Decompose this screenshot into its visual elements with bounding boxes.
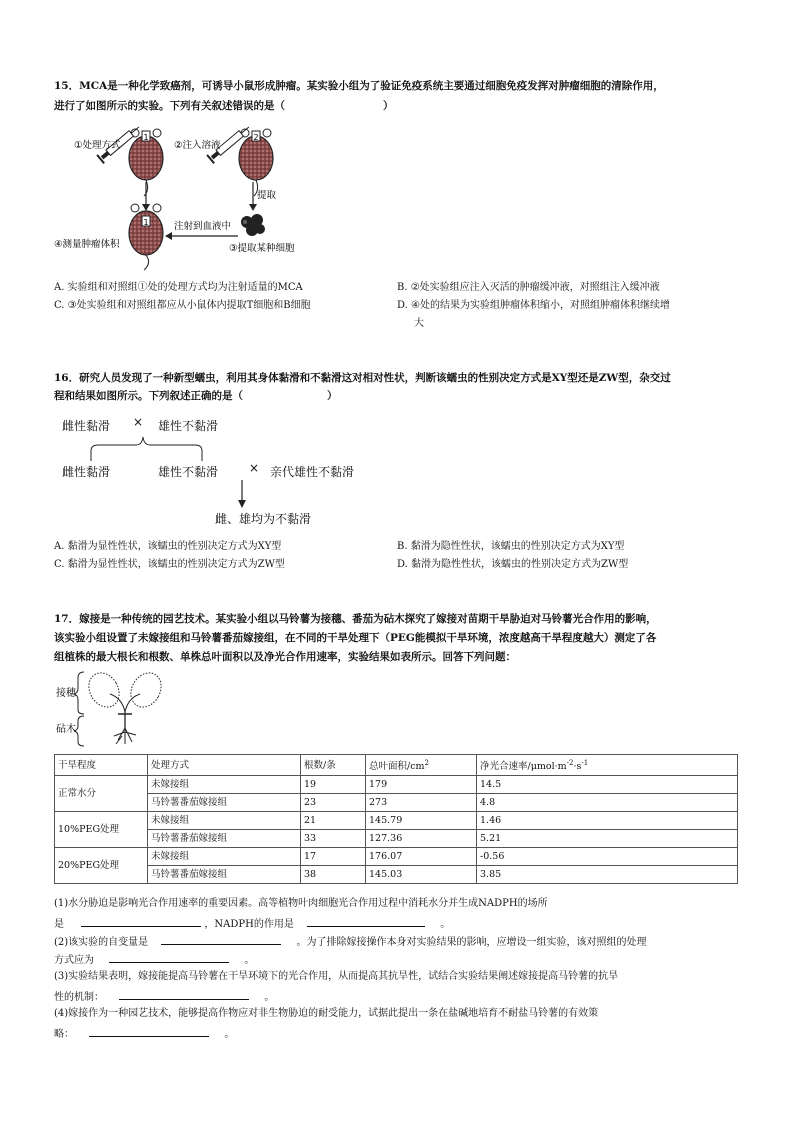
q16-stem-line1: 16．研究人员发现了一种新型蠕虫，利用其身体黏滑和不黏滑这对相对性状，判断该蠕虫的性别决定方式是XY型还是ZW型，杂交过 bbox=[54, 372, 671, 384]
q15-option-d-line1: D. ④处的结果为实验组肿瘤体积缩小，对照组肿瘤体积继续增 bbox=[397, 300, 670, 311]
q17-sub4-line2: 略： 。 bbox=[54, 1024, 234, 1043]
scion-label: 接穗 bbox=[56, 688, 76, 699]
level-cell: 10%PEG处理 bbox=[55, 812, 148, 848]
roots-cell: 17 bbox=[301, 848, 366, 866]
table-header-row bbox=[55, 755, 738, 776]
rate-cell: 1.46 bbox=[477, 812, 738, 830]
table-row bbox=[55, 848, 738, 866]
q16-option-b: B. 黏滑为隐性性状，该蠕虫的性别决定方式为XY型 bbox=[397, 541, 625, 552]
area-cell: 176.07 bbox=[366, 848, 477, 866]
q15-option-b: B. ②处实验组应注入灭活的肿瘤缓冲液，对照组注入缓冲液 bbox=[397, 282, 660, 293]
step1-label: ①处理方式 bbox=[74, 140, 121, 151]
q16-option-a: A. 黏滑为显性性状，该蠕虫的性别决定方式为XY型 bbox=[54, 541, 282, 552]
cross-symbol-1: × bbox=[133, 415, 144, 429]
area-cell: 145.03 bbox=[366, 866, 477, 884]
q17-stem-line3: 组植株的最大根长和根数、单株总叶面积以及净光合作用速率，实验结果如表所示。回答下列问题： bbox=[54, 651, 516, 663]
level-cell: 正常水分 bbox=[55, 776, 148, 812]
roots-cell: 33 bbox=[301, 830, 366, 848]
table-row bbox=[55, 866, 738, 884]
step4-label: ④测量肿瘤体积 bbox=[54, 239, 120, 250]
table-row bbox=[55, 812, 738, 830]
svg-text:2: 2 bbox=[253, 133, 259, 142]
q15-option-d-line2: 大 bbox=[414, 318, 424, 329]
q17-sub1-line1: (1)水分胁迫是影响光合作用速率的重要因素。高等植物叶肉细胞光合作用过程中消耗水分并生成NADPH的场所 bbox=[54, 898, 548, 909]
answer-blank-3[interactable] bbox=[161, 932, 281, 945]
method-cell: 马铃薯番茄嫁接组 bbox=[148, 866, 301, 884]
q17-stem-line2: 该实验小组设置了未嫁接组和马铃薯番茄嫁接组，在不同的干旱处理下（PEG能模拟干旱环境，浓度越高干旱程度越大）测定了各 bbox=[54, 632, 657, 644]
down-arrow-icon bbox=[235, 480, 249, 510]
table-row bbox=[55, 830, 738, 848]
rate-cell: 14.5 bbox=[477, 776, 738, 794]
inject-blood-label: 注射到血液中 bbox=[174, 221, 232, 232]
area-cell: 127.36 bbox=[366, 830, 477, 848]
roots-cell: 38 bbox=[301, 866, 366, 884]
q15-stem-line1: 15．MCA是一种化学致癌剂，可诱导小鼠形成肿瘤。某实验小组为了验证免疫系统主要通过细胞免疫发挥对肿瘤细胞的清除作用， bbox=[54, 80, 664, 92]
extract-label: 提取 bbox=[257, 190, 277, 201]
q17-sub3-line1: (3)实验结果表明，嫁接能提高马铃薯在干旱环境下的光合作用，从而提高其抗旱性，试结合实验结果阐述嫁接提高马铃薯的抗旱 bbox=[54, 971, 619, 982]
method-cell: 未嫁接组 bbox=[148, 776, 301, 794]
cross-symbol-2: × bbox=[249, 461, 260, 475]
header-cell: 总叶面积$/cm^2$ bbox=[366, 755, 477, 776]
q17-sub2-line1: (2)该实验的自变量是 。为了排除嫁接操作本身对实验结果的影响，应增设一组实验，该对照组的处理 bbox=[54, 932, 647, 951]
method-cell: 未嫁接组 bbox=[148, 812, 301, 830]
rate-cell: 4.8 bbox=[477, 794, 738, 812]
rate-cell: 5.21 bbox=[477, 830, 738, 848]
parent-male: 亲代雄性不黏滑 bbox=[270, 465, 355, 479]
table-row bbox=[55, 794, 738, 812]
q16-bracket bbox=[90, 433, 220, 463]
q15-figure bbox=[54, 118, 304, 273]
p-female: 雌性黏滑 bbox=[62, 419, 111, 433]
answer-blank-6[interactable] bbox=[89, 1024, 209, 1037]
roots-cell: 21 bbox=[301, 812, 366, 830]
rootstock-label: 砧木 bbox=[56, 724, 76, 735]
q15-option-c: C. ③处实验组和对照组都应从小鼠体内提取T细胞和B细胞 bbox=[54, 300, 311, 311]
method-cell: 未嫁接组 bbox=[148, 848, 301, 866]
cell-cluster-icon bbox=[241, 214, 265, 236]
header-cell: 干旱程度 bbox=[55, 755, 148, 776]
method-cell: 马铃薯番茄嫁接组 bbox=[148, 830, 301, 848]
answer-blank-5[interactable] bbox=[119, 987, 249, 1000]
mouse-2-icon bbox=[239, 129, 273, 196]
level-cell: 20%PEG处理 bbox=[55, 848, 148, 884]
q16-stem-line2: 程和结果如图所示。下列叙述正确的是（ ） bbox=[54, 390, 338, 402]
mouse-3-icon bbox=[129, 204, 163, 270]
q17-sub3-line2: 性的机制： 。 bbox=[54, 987, 274, 1006]
offspring-result: 雌、雄均为不黏滑 bbox=[215, 512, 312, 526]
step2-label: ②注入溶液 bbox=[174, 140, 221, 151]
q17-stem-line1: 17．嫁接是一种传统的园艺技术。某实验小组以马铃薯为接穗、番茄为砧木探究了嫁接对苗期干旱胁迫对马铃薯光合作用的影响， bbox=[54, 613, 657, 625]
area-cell: 273 bbox=[366, 794, 477, 812]
header-cell: 处理方式 bbox=[148, 755, 301, 776]
area-cell: 179 bbox=[366, 776, 477, 794]
answer-blank-4[interactable] bbox=[109, 950, 229, 963]
header-cell: 净光合速率$/\mu mol\cdot m^{-2}\cdot s^{-1}$ bbox=[477, 755, 738, 776]
rate-cell: -0.56 bbox=[477, 848, 738, 866]
table-row bbox=[55, 776, 738, 794]
f1-female: 雌性黏滑 bbox=[62, 465, 111, 479]
q15-option-a: A. 实验组和对照组①处的处理方式均为注射适量的MCA bbox=[54, 282, 303, 293]
q16-option-c: C. 黏滑为显性性状，该蠕虫的性别决定方式为ZW型 bbox=[54, 559, 285, 570]
answer-blank-2[interactable] bbox=[307, 914, 425, 927]
q16-option-d: D. 黏滑为隐性性状，该蠕虫的性别决定方式为ZW型 bbox=[397, 559, 629, 570]
roots-cell: 19 bbox=[301, 776, 366, 794]
f1-male: 雄性不黏滑 bbox=[158, 465, 219, 479]
rate-cell: 3.85 bbox=[477, 866, 738, 884]
q17-sub1-line2: 是 ，NADPH的作用是 。 bbox=[54, 914, 450, 933]
answer-blank-1[interactable] bbox=[81, 914, 201, 927]
q17-sub4-line1: (4)嫁接作为一种园艺技术，能够提高作物应对非生物胁迫的耐受能力，试据此提出一条在盐碱地培育不耐盐马铃薯的有效策 bbox=[54, 1008, 599, 1019]
area-cell: 145.79 bbox=[366, 812, 477, 830]
results-table bbox=[54, 754, 738, 884]
header-cell: 根数/条 bbox=[301, 755, 366, 776]
step3-label: ③提取某种细胞 bbox=[229, 243, 295, 254]
graft-figure bbox=[54, 668, 174, 748]
method-cell: 马铃薯番茄嫁接组 bbox=[148, 794, 301, 812]
roots-cell: 23 bbox=[301, 794, 366, 812]
p-male: 雄性不黏滑 bbox=[158, 419, 219, 433]
svg-text:1: 1 bbox=[143, 133, 149, 142]
q17-sub2-line2: 方式应为 。 bbox=[54, 950, 254, 969]
svg-text:1: 1 bbox=[143, 218, 149, 227]
q15-stem-line2: 进行了如图所示的实验。下列有关叙述错误的是（ ） bbox=[54, 100, 394, 112]
